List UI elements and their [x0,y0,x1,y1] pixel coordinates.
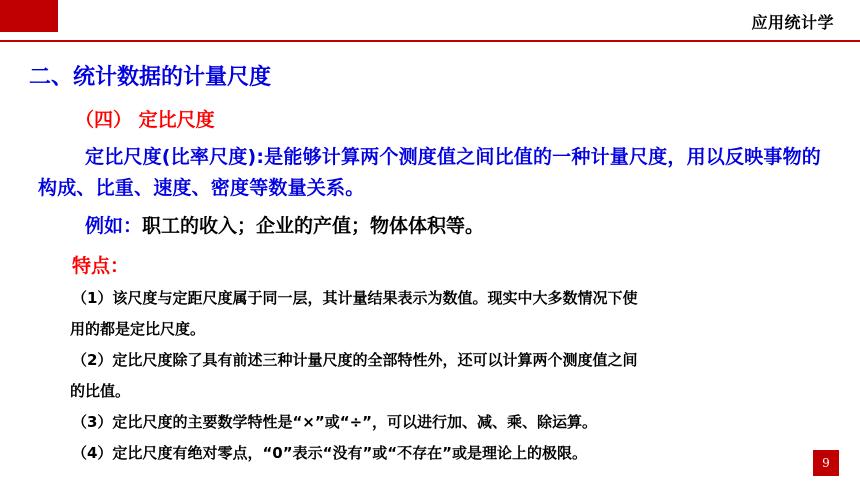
feature-item-1-line-1: （1）该尺度与定距尺度属于同一层，其计量结果表示为数值。现实中大多数情况下使 [72,289,638,307]
definition-paragraph: 定比尺度(比率尺度):是能够计算两个测度值之间比值的一种计量尺度，用以反映事物的构成、比重、速度、密度等数量关系。 [38,146,821,199]
section-title: 二、统计数据的计量尺度 [29,65,272,90]
feature-item-2-line-1: （2）定比尺度除了具有前述三种计量尺度的全部特性外，还可以计算两个测度值之间 [72,351,638,369]
header-accent-block [0,0,58,32]
subsection-title: （四） 定比尺度 [75,109,215,131]
example-line [85,211,484,238]
feature-item-3: （3）定比尺度的主要数学特性是“×”或“÷”，可以进行加、减、乘、除运算。 [72,413,598,431]
features-list [72,283,824,469]
course-title: 应用统计学 [751,13,834,32]
page-number: 9 [813,450,839,476]
feature-item-1-line-2: 用的都是定比尺度。 [70,320,206,338]
feature-item-2-line-2: 的比值。 [70,382,131,400]
features-title: 特点： [72,255,130,277]
example-body: 职工的收入；企业的产值；物体体积等。 [142,215,485,237]
feature-item-4: （4）定比尺度有绝对零点，“0”表示“没有”或“不存在”或是理论上的极限。 [72,444,588,462]
example-lead: 例如： [85,215,143,237]
header-divider [0,40,860,42]
